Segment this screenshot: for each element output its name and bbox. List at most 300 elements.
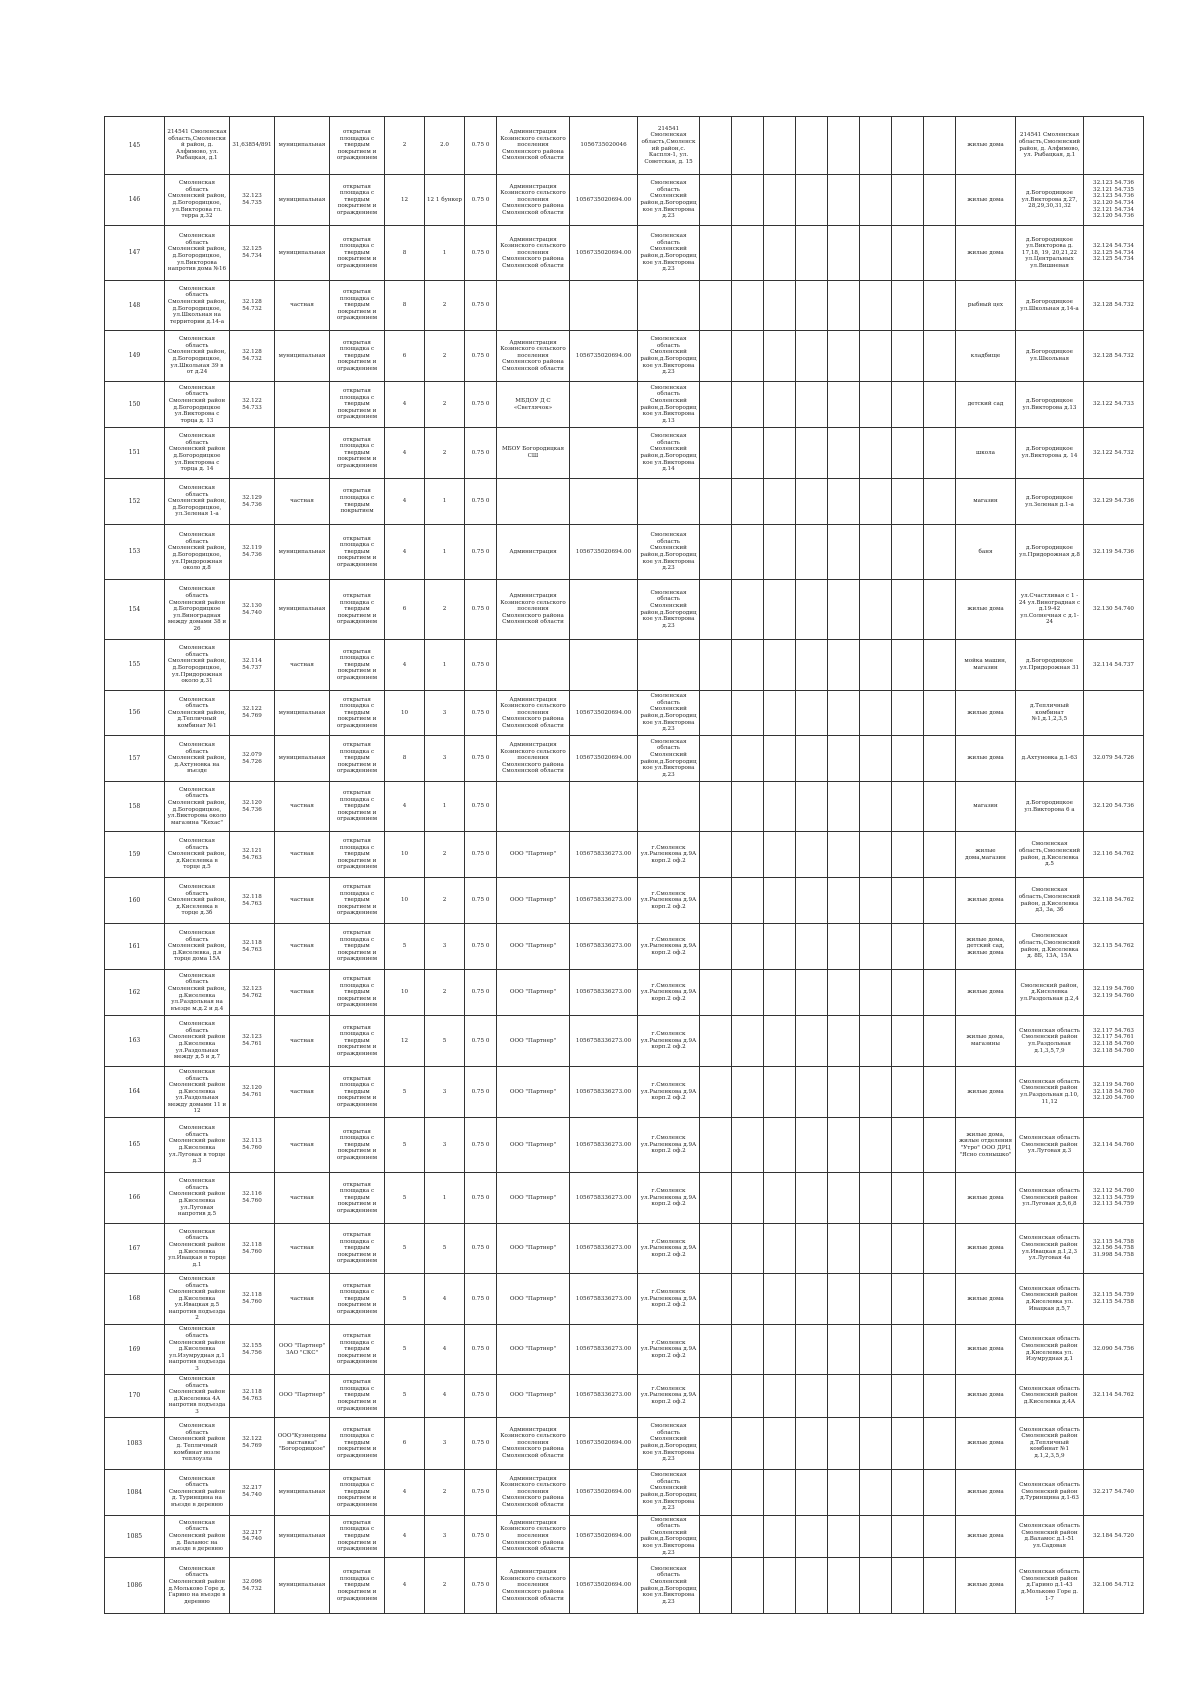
operator-name-cell: Администрация Козинского сельского поселения Смоленского района Смоленской области	[497, 691, 570, 736]
empty-cell	[764, 281, 796, 331]
area-value-cell: 5	[385, 1375, 425, 1418]
empty-cell	[764, 691, 796, 736]
surface-type-cell: открытая площадка с твердым покрытием и ограждением	[330, 1173, 385, 1224]
empty-cell	[892, 640, 924, 691]
owner-type-cell: муниципальная	[275, 117, 330, 175]
operator-ogrn-cell: 1056758336273.00	[570, 1224, 638, 1274]
row-number-cell: 146	[105, 175, 165, 226]
empty-cell	[732, 1515, 764, 1558]
empty-cell	[828, 970, 860, 1016]
served-objects-cell: д.Богородицкое ул.Придорожная д.8	[1016, 525, 1084, 580]
served-coordinates-cell	[1084, 117, 1144, 175]
empty-cell	[732, 226, 764, 281]
container-count-cell: 2	[425, 970, 465, 1016]
operator-name-cell	[497, 281, 570, 331]
operator-name-cell: ООО "Партнер"	[497, 878, 570, 924]
empty-cell	[732, 382, 764, 428]
empty-cell	[828, 924, 860, 970]
served-coordinates-cell: 32.090 54.756	[1084, 1325, 1144, 1375]
empty-cell	[860, 479, 892, 525]
operator-address-cell	[638, 640, 700, 691]
row-number-cell: 150	[105, 382, 165, 428]
row-number-cell: 165	[105, 1118, 165, 1173]
served-coordinates-cell: 32.118 54.762	[1084, 878, 1144, 924]
waste-source-cell: мойка машин, магазин	[956, 640, 1016, 691]
location-coordinates-cell	[230, 428, 275, 479]
operator-address-cell: г.Смоленск ул.Рыленкова д.9А корп.2 оф.2	[638, 1325, 700, 1375]
container-count-cell: 4	[425, 1325, 465, 1375]
empty-cell	[796, 878, 828, 924]
empty-cell	[892, 1016, 924, 1067]
row-number-cell: 169	[105, 1325, 165, 1375]
operator-name-cell: МБДОУ Д С «Светлячок»	[497, 382, 570, 428]
empty-cell	[892, 782, 924, 832]
empty-cell	[860, 382, 892, 428]
row-number-cell: 147	[105, 226, 165, 281]
empty-cell	[860, 580, 892, 640]
surface-type-cell: открытая площадка с твердым покрытием и ограждением	[330, 281, 385, 331]
location-address-cell: 214541 Смоленская область,Смоленский район, д. Алфимово, ул. Рыбацкая, д.1	[165, 117, 230, 175]
waste-source-cell: жилые дома, детский сад, жилые дома	[956, 924, 1016, 970]
operator-ogrn-cell: 1056735020694.00	[570, 736, 638, 782]
area-value-cell: 6	[385, 1417, 425, 1469]
empty-cell	[828, 736, 860, 782]
served-objects-cell: Смоленская область Смоленский район д.Киселевка ул. Изумрудная д.1	[1016, 1325, 1084, 1375]
empty-cell	[924, 281, 956, 331]
location-address-cell: Смоленская область Смоленский район д.Киселевка ул.Луговая в торце д.3	[165, 1118, 230, 1173]
surface-type-cell: открытая площадка с твердым покрытием и ограждением	[330, 1274, 385, 1325]
owner-type-cell: частная	[275, 640, 330, 691]
served-objects-cell: ул.Счастливая с 1 - 24 ул.Виноградная с д.19-42 ул.Солнечная с д.1-24	[1016, 580, 1084, 640]
operator-address-cell: г.Смоленск ул.Рыленкова д.9А корп.2 оф.2	[638, 878, 700, 924]
surface-type-cell: открытая площадка с твердым покрытием и ограждением	[330, 1417, 385, 1469]
served-objects-cell: д.Богородицкое ул.Придорожная 31	[1016, 640, 1084, 691]
empty-cell	[700, 1173, 732, 1224]
operator-name-cell: Администрация Козинского сельского поселения Смоленского района Смоленской области	[497, 1417, 570, 1469]
empty-cell	[892, 970, 924, 1016]
surface-type-cell: открытая площадка с твердым покрытием и ограждением	[330, 117, 385, 175]
area-value-cell: 5	[385, 1274, 425, 1325]
container-count-cell: 1	[425, 525, 465, 580]
empty-cell	[924, 1515, 956, 1558]
operator-ogrn-cell: 1056758336273.00	[570, 924, 638, 970]
operator-ogrn-cell	[570, 479, 638, 525]
operator-ogrn-cell: 1056735020694.00	[570, 1469, 638, 1515]
empty-cell	[700, 1469, 732, 1515]
row-number-cell: 145	[105, 117, 165, 175]
empty-cell	[860, 691, 892, 736]
owner-type-cell: частная	[275, 832, 330, 878]
empty-cell	[860, 782, 892, 832]
empty-cell	[892, 1067, 924, 1118]
empty-cell	[732, 1417, 764, 1469]
waste-source-cell: жилые дома	[956, 580, 1016, 640]
operator-ogrn-cell: 1056758336273.00	[570, 1375, 638, 1418]
table-row	[105, 1417, 1144, 1469]
served-objects-cell: Смоленская область Смоленский район ул.Луговая д.5,6,8	[1016, 1173, 1084, 1224]
empty-cell	[764, 479, 796, 525]
location-coordinates-cell: 32.129 54.736	[230, 479, 275, 525]
container-count-cell: 2	[425, 331, 465, 382]
served-coordinates-cell: 32.115 54.758 32.156 54.758 31.998 54.758	[1084, 1224, 1144, 1274]
operator-name-cell: ООО "Партнер"	[497, 1067, 570, 1118]
empty-cell	[860, 1417, 892, 1469]
operator-address-cell: г.Смоленск ул.Рыленкова д.9А корп.2 оф.2	[638, 1067, 700, 1118]
waste-source-cell: жилые дома	[956, 1375, 1016, 1418]
served-objects-cell: д.Богородицкое ул.Викторова д. 14	[1016, 428, 1084, 479]
empty-cell	[796, 1375, 828, 1418]
empty-cell	[892, 479, 924, 525]
area-value-cell: 10	[385, 691, 425, 736]
empty-cell	[828, 428, 860, 479]
empty-cell	[732, 428, 764, 479]
location-address-cell: Смоленская область Смоленский район, д.Богородицкое, ул.Школьная на территории д.14-а	[165, 281, 230, 331]
empty-cell	[892, 1375, 924, 1418]
empty-cell	[860, 331, 892, 382]
empty-cell	[860, 1067, 892, 1118]
surface-type-cell: открытая площадка с твердым покрытием и ограждением	[330, 878, 385, 924]
location-address-cell: Смоленская область Смоленский район д.Киселевка ул.Раздольная между домами 11 и 12	[165, 1067, 230, 1118]
area-value-cell: 5	[385, 1325, 425, 1375]
empty-cell	[700, 525, 732, 580]
container-volume-cell: 0.75 0	[465, 525, 497, 580]
empty-cell	[700, 331, 732, 382]
empty-cell	[796, 640, 828, 691]
empty-cell	[892, 525, 924, 580]
surface-type-cell: открытая площадка с твердым покрытием	[330, 479, 385, 525]
table-row	[105, 924, 1144, 970]
empty-cell	[700, 281, 732, 331]
empty-cell	[860, 736, 892, 782]
empty-cell	[796, 1515, 828, 1558]
row-number-cell: 166	[105, 1173, 165, 1224]
empty-cell	[700, 382, 732, 428]
empty-cell	[860, 878, 892, 924]
empty-cell	[860, 640, 892, 691]
operator-address-cell: г.Смоленск ул.Рыленкова д.9А корп.2 оф.2	[638, 832, 700, 878]
empty-cell	[892, 382, 924, 428]
location-coordinates-cell: 32.122 54.733	[230, 382, 275, 428]
empty-cell	[796, 1558, 828, 1614]
served-coordinates-cell: 32.128 54.732	[1084, 331, 1144, 382]
served-objects-cell: Смоленская область,Смоленский район, д.Киселевка д.5	[1016, 832, 1084, 878]
empty-cell	[828, 1417, 860, 1469]
empty-cell	[924, 736, 956, 782]
empty-cell	[796, 382, 828, 428]
table-row	[105, 1325, 1144, 1375]
location-address-cell: Смоленская область Смоленский район д.Богородицкое ул.Виноградная между домами 38 и 26	[165, 580, 230, 640]
container-count-cell: 2	[425, 1558, 465, 1614]
empty-cell	[700, 1224, 732, 1274]
empty-cell	[924, 1118, 956, 1173]
row-number-cell: 168	[105, 1274, 165, 1325]
table-row	[105, 736, 1144, 782]
location-coordinates-cell: 32.217 54.740	[230, 1469, 275, 1515]
operator-ogrn-cell: 1056735020694.00	[570, 1515, 638, 1558]
area-value-cell: 10	[385, 878, 425, 924]
operator-ogrn-cell: 1056735020694.00	[570, 331, 638, 382]
served-coordinates-cell: 32.120 54.736	[1084, 782, 1144, 832]
operator-name-cell: ООО "Партнер"	[497, 1274, 570, 1325]
empty-cell	[700, 1118, 732, 1173]
location-coordinates-cell: 32.125 54.734	[230, 226, 275, 281]
served-objects-cell: Смоленская область Смоленский район д.Киселевка д.4А	[1016, 1375, 1084, 1418]
empty-cell	[700, 878, 732, 924]
container-volume-cell: 0.75 0	[465, 117, 497, 175]
owner-type-cell: частная	[275, 479, 330, 525]
area-value-cell: 10	[385, 832, 425, 878]
empty-cell	[892, 1224, 924, 1274]
empty-cell	[764, 382, 796, 428]
empty-cell	[860, 525, 892, 580]
empty-cell	[796, 924, 828, 970]
area-value-cell: 12	[385, 1016, 425, 1067]
area-value-cell: 2	[385, 117, 425, 175]
empty-cell	[796, 1016, 828, 1067]
empty-cell	[764, 428, 796, 479]
container-volume-cell: 0.75 0	[465, 382, 497, 428]
operator-address-cell: Смоленская область Смоленский район,д.Богородицкое ул.Викторова д.23	[638, 175, 700, 226]
container-volume-cell: 0.75 0	[465, 1274, 497, 1325]
operator-address-cell: Смоленская область Смоленский район,д.Богородицкое ул.Викторова д.23	[638, 1558, 700, 1614]
container-volume-cell: 0.75 0	[465, 782, 497, 832]
empty-cell	[796, 1325, 828, 1375]
empty-cell	[860, 1558, 892, 1614]
area-value-cell: 4	[385, 382, 425, 428]
container-volume-cell: 0.75 0	[465, 331, 497, 382]
surface-type-cell: открытая площадка с твердым покрытием и ограждением	[330, 782, 385, 832]
empty-cell	[700, 428, 732, 479]
served-coordinates-cell: 32.117 54.763 32.117 54.761 32.118 54.760 32.118 54.760	[1084, 1016, 1144, 1067]
empty-cell	[828, 382, 860, 428]
table-row	[105, 1515, 1144, 1558]
surface-type-cell: открытая площадка с твердым покрытием и ограждением	[330, 736, 385, 782]
row-number-cell: 156	[105, 691, 165, 736]
table-row	[105, 878, 1144, 924]
waste-source-cell: жилые дома	[956, 1417, 1016, 1469]
empty-cell	[828, 117, 860, 175]
waste-source-cell: школа	[956, 428, 1016, 479]
operator-name-cell: ООО "Партнер"	[497, 1016, 570, 1067]
served-objects-cell: Смоленский район, д.Киселевка ул.Раздольная д.2,4	[1016, 970, 1084, 1016]
empty-cell	[796, 782, 828, 832]
empty-cell	[764, 331, 796, 382]
area-value-cell: 4	[385, 1515, 425, 1558]
surface-type-cell: открытая площадка с твердым покрытием и ограждением	[330, 1515, 385, 1558]
operator-ogrn-cell: 1056758336273.00	[570, 1274, 638, 1325]
empty-cell	[860, 1224, 892, 1274]
operator-name-cell: Администрация Козинского сельского поселения Смоленского района Смоленской области	[497, 736, 570, 782]
empty-cell	[860, 117, 892, 175]
empty-cell	[924, 1325, 956, 1375]
empty-cell	[764, 226, 796, 281]
location-coordinates-cell: 32.118 54.760	[230, 1274, 275, 1325]
container-count-cell: 3	[425, 736, 465, 782]
served-objects-cell: д.Богородицкое ул.Зеленая д.1-а	[1016, 479, 1084, 525]
waste-source-cell: жилые дома	[956, 117, 1016, 175]
empty-cell	[732, 640, 764, 691]
container-count-cell: 2	[425, 878, 465, 924]
table-row	[105, 640, 1144, 691]
empty-cell	[732, 782, 764, 832]
location-coordinates-cell: 32.128 54.732	[230, 331, 275, 382]
empty-cell	[924, 782, 956, 832]
empty-cell	[700, 1325, 732, 1375]
location-coordinates-cell: 32.118 54.763	[230, 924, 275, 970]
empty-cell	[764, 117, 796, 175]
empty-cell	[924, 428, 956, 479]
container-volume-cell: 0.75 0	[465, 580, 497, 640]
empty-cell	[796, 970, 828, 1016]
row-number-cell: 149	[105, 331, 165, 382]
served-objects-cell: Смоленская область Смоленский район д.Туринщина д.1-63	[1016, 1469, 1084, 1515]
container-count-cell: 3	[425, 1417, 465, 1469]
owner-type-cell: ООО "Партнер" ЗАО "СКС"	[275, 1325, 330, 1375]
empty-cell	[924, 117, 956, 175]
operator-name-cell: Администрация Козинского сельского поселения Смоленского района Смоленской области	[497, 117, 570, 175]
surface-type-cell: открытая площадка с твердым покрытием и ограждением	[330, 691, 385, 736]
row-number-cell: 151	[105, 428, 165, 479]
operator-name-cell: ООО "Партнер"	[497, 924, 570, 970]
empty-cell	[700, 1375, 732, 1418]
container-count-cell: 1	[425, 479, 465, 525]
served-coordinates-cell: 32.112 54.760 32.113 54.759 32.113 54.759	[1084, 1173, 1144, 1224]
location-coordinates-cell: 32.120 54.736	[230, 782, 275, 832]
empty-cell	[828, 1469, 860, 1515]
location-coordinates-cell: 32.096 54.732	[230, 1558, 275, 1614]
container-volume-cell: 0.75 0	[465, 1469, 497, 1515]
empty-cell	[796, 1417, 828, 1469]
empty-cell	[828, 782, 860, 832]
empty-cell	[732, 525, 764, 580]
operator-address-cell: Смоленская область Смоленский район,д.Богородицкое ул.Викторова д.14	[638, 428, 700, 479]
waste-source-cell: жилые дома	[956, 1067, 1016, 1118]
empty-cell	[764, 970, 796, 1016]
empty-cell	[860, 1469, 892, 1515]
empty-cell	[924, 1558, 956, 1614]
empty-cell	[892, 1325, 924, 1375]
area-value-cell: 5	[385, 1224, 425, 1274]
table-row	[105, 226, 1144, 281]
empty-cell	[796, 479, 828, 525]
location-coordinates-cell: 32.120 54.761	[230, 1067, 275, 1118]
operator-name-cell: Администрация Козинского сельского поселения Смоленского района Смоленской области	[497, 1469, 570, 1515]
row-number-cell: 159	[105, 832, 165, 878]
surface-type-cell: открытая площадка с твердым покрытием и ограждением	[330, 1558, 385, 1614]
surface-type-cell: открытая площадка с твердым покрытием и ограждением	[330, 1016, 385, 1067]
empty-cell	[732, 736, 764, 782]
served-coordinates-cell: 32.128 54.732	[1084, 281, 1144, 331]
table-row	[105, 691, 1144, 736]
operator-name-cell: ООО "Партнер"	[497, 1325, 570, 1375]
served-objects-cell: Смоленская область Смоленский район д.Гарино д.1-43 д.Мольково Горе д. 1-7	[1016, 1558, 1084, 1614]
table-row	[105, 1224, 1144, 1274]
served-objects-cell: Смоленская область Смоленский район д.Валамос д.1-51 ул.Садовая	[1016, 1515, 1084, 1558]
location-address-cell: Смоленская область Смоленский район, д.Тепличный комбинат №1	[165, 691, 230, 736]
container-volume-cell: 0.75 0	[465, 691, 497, 736]
surface-type-cell: открытая площадка с твердым покрытием и ограждением	[330, 331, 385, 382]
owner-type-cell: частная	[275, 970, 330, 1016]
owner-type-cell: муниципальная	[275, 691, 330, 736]
empty-cell	[732, 580, 764, 640]
empty-cell	[892, 1515, 924, 1558]
row-number-cell: 164	[105, 1067, 165, 1118]
waste-source-cell: кладбище	[956, 331, 1016, 382]
empty-cell	[892, 1417, 924, 1469]
operator-name-cell: Администрация Козинского сельского поселения Смоленского района Смоленской области	[497, 1515, 570, 1558]
empty-cell	[860, 1375, 892, 1418]
empty-cell	[828, 479, 860, 525]
empty-cell	[828, 1375, 860, 1418]
served-objects-cell: д.Богородицкое ул.Викторова д.27, 28,29,30,31,32	[1016, 175, 1084, 226]
empty-cell	[764, 878, 796, 924]
container-count-cell: 2	[425, 1469, 465, 1515]
location-address-cell: Смоленская область Смоленский район д.Киселевка ул.Ивацкая в торце д.1	[165, 1224, 230, 1274]
empty-cell	[796, 1469, 828, 1515]
empty-cell	[924, 1375, 956, 1418]
served-coordinates-cell: 32.106 54.712	[1084, 1558, 1144, 1614]
served-objects-cell: Смоленская область,Смоленский район, д.Киселевка д. 8Б, 13А, 15А	[1016, 924, 1084, 970]
operator-name-cell	[497, 640, 570, 691]
table-row	[105, 1375, 1144, 1418]
surface-type-cell: открытая площадка с твердым покрытием и ограждением	[330, 580, 385, 640]
served-coordinates-cell: 32.119 54.760 32.119 54.760	[1084, 970, 1144, 1016]
surface-type-cell: открытая площадка с твердым покрытием и ограждением	[330, 428, 385, 479]
area-value-cell: 4	[385, 428, 425, 479]
empty-cell	[764, 1325, 796, 1375]
location-address-cell: Смоленская область Смоленский район д. Тепличный комбинат возле теплоузла	[165, 1417, 230, 1469]
waste-source-cell: жилые дома,магазин	[956, 832, 1016, 878]
empty-cell	[700, 970, 732, 1016]
waste-source-cell: магазин	[956, 782, 1016, 832]
served-objects-cell: д.Богородицкое ул.Школьная д.14-а	[1016, 281, 1084, 331]
location-coordinates-cell: 32.118 54.763	[230, 878, 275, 924]
empty-cell	[700, 1515, 732, 1558]
served-coordinates-cell: 32.116 54.762	[1084, 832, 1144, 878]
operator-address-cell: Смоленская область Смоленский район,д.Богородицкое ул.Викторова д.23	[638, 1469, 700, 1515]
empty-cell	[892, 1558, 924, 1614]
served-objects-cell: д.Богородицкое ул.Школьная	[1016, 331, 1084, 382]
operator-name-cell: Администрация	[497, 525, 570, 580]
container-volume-cell: 0.75 0	[465, 832, 497, 878]
table-row	[105, 1274, 1144, 1325]
row-number-cell: 167	[105, 1224, 165, 1274]
empty-cell	[700, 1067, 732, 1118]
empty-cell	[828, 1016, 860, 1067]
waste-source-cell: жилые дома	[956, 226, 1016, 281]
owner-type-cell: частная	[275, 1067, 330, 1118]
container-count-cell: 2.0	[425, 117, 465, 175]
empty-cell	[924, 331, 956, 382]
location-address-cell: Смоленская область Смоленский район, д.Богородицкое, ул.Зеленая 1-а	[165, 479, 230, 525]
table-row	[105, 331, 1144, 382]
empty-cell	[700, 640, 732, 691]
container-count-cell: 2	[425, 580, 465, 640]
surface-type-cell: открытая площадка с твердым покрытием и ограждением	[330, 1325, 385, 1375]
empty-cell	[828, 1173, 860, 1224]
table-row	[105, 1469, 1144, 1515]
empty-cell	[700, 924, 732, 970]
location-address-cell: Смоленская область Смоленский район, д.Ахтуновка на въезде	[165, 736, 230, 782]
container-volume-cell: 0.75 0	[465, 1016, 497, 1067]
empty-cell	[860, 1118, 892, 1173]
waste-source-cell: жилые дома	[956, 691, 1016, 736]
served-objects-cell: Смоленская область Смоленский район ул.Луговая д.3	[1016, 1118, 1084, 1173]
empty-cell	[892, 281, 924, 331]
location-address-cell: Смоленская область Смоленский район, д.Богородицкое, ул.Придорожная около д.8	[165, 525, 230, 580]
empty-cell	[700, 782, 732, 832]
empty-cell	[860, 1274, 892, 1325]
